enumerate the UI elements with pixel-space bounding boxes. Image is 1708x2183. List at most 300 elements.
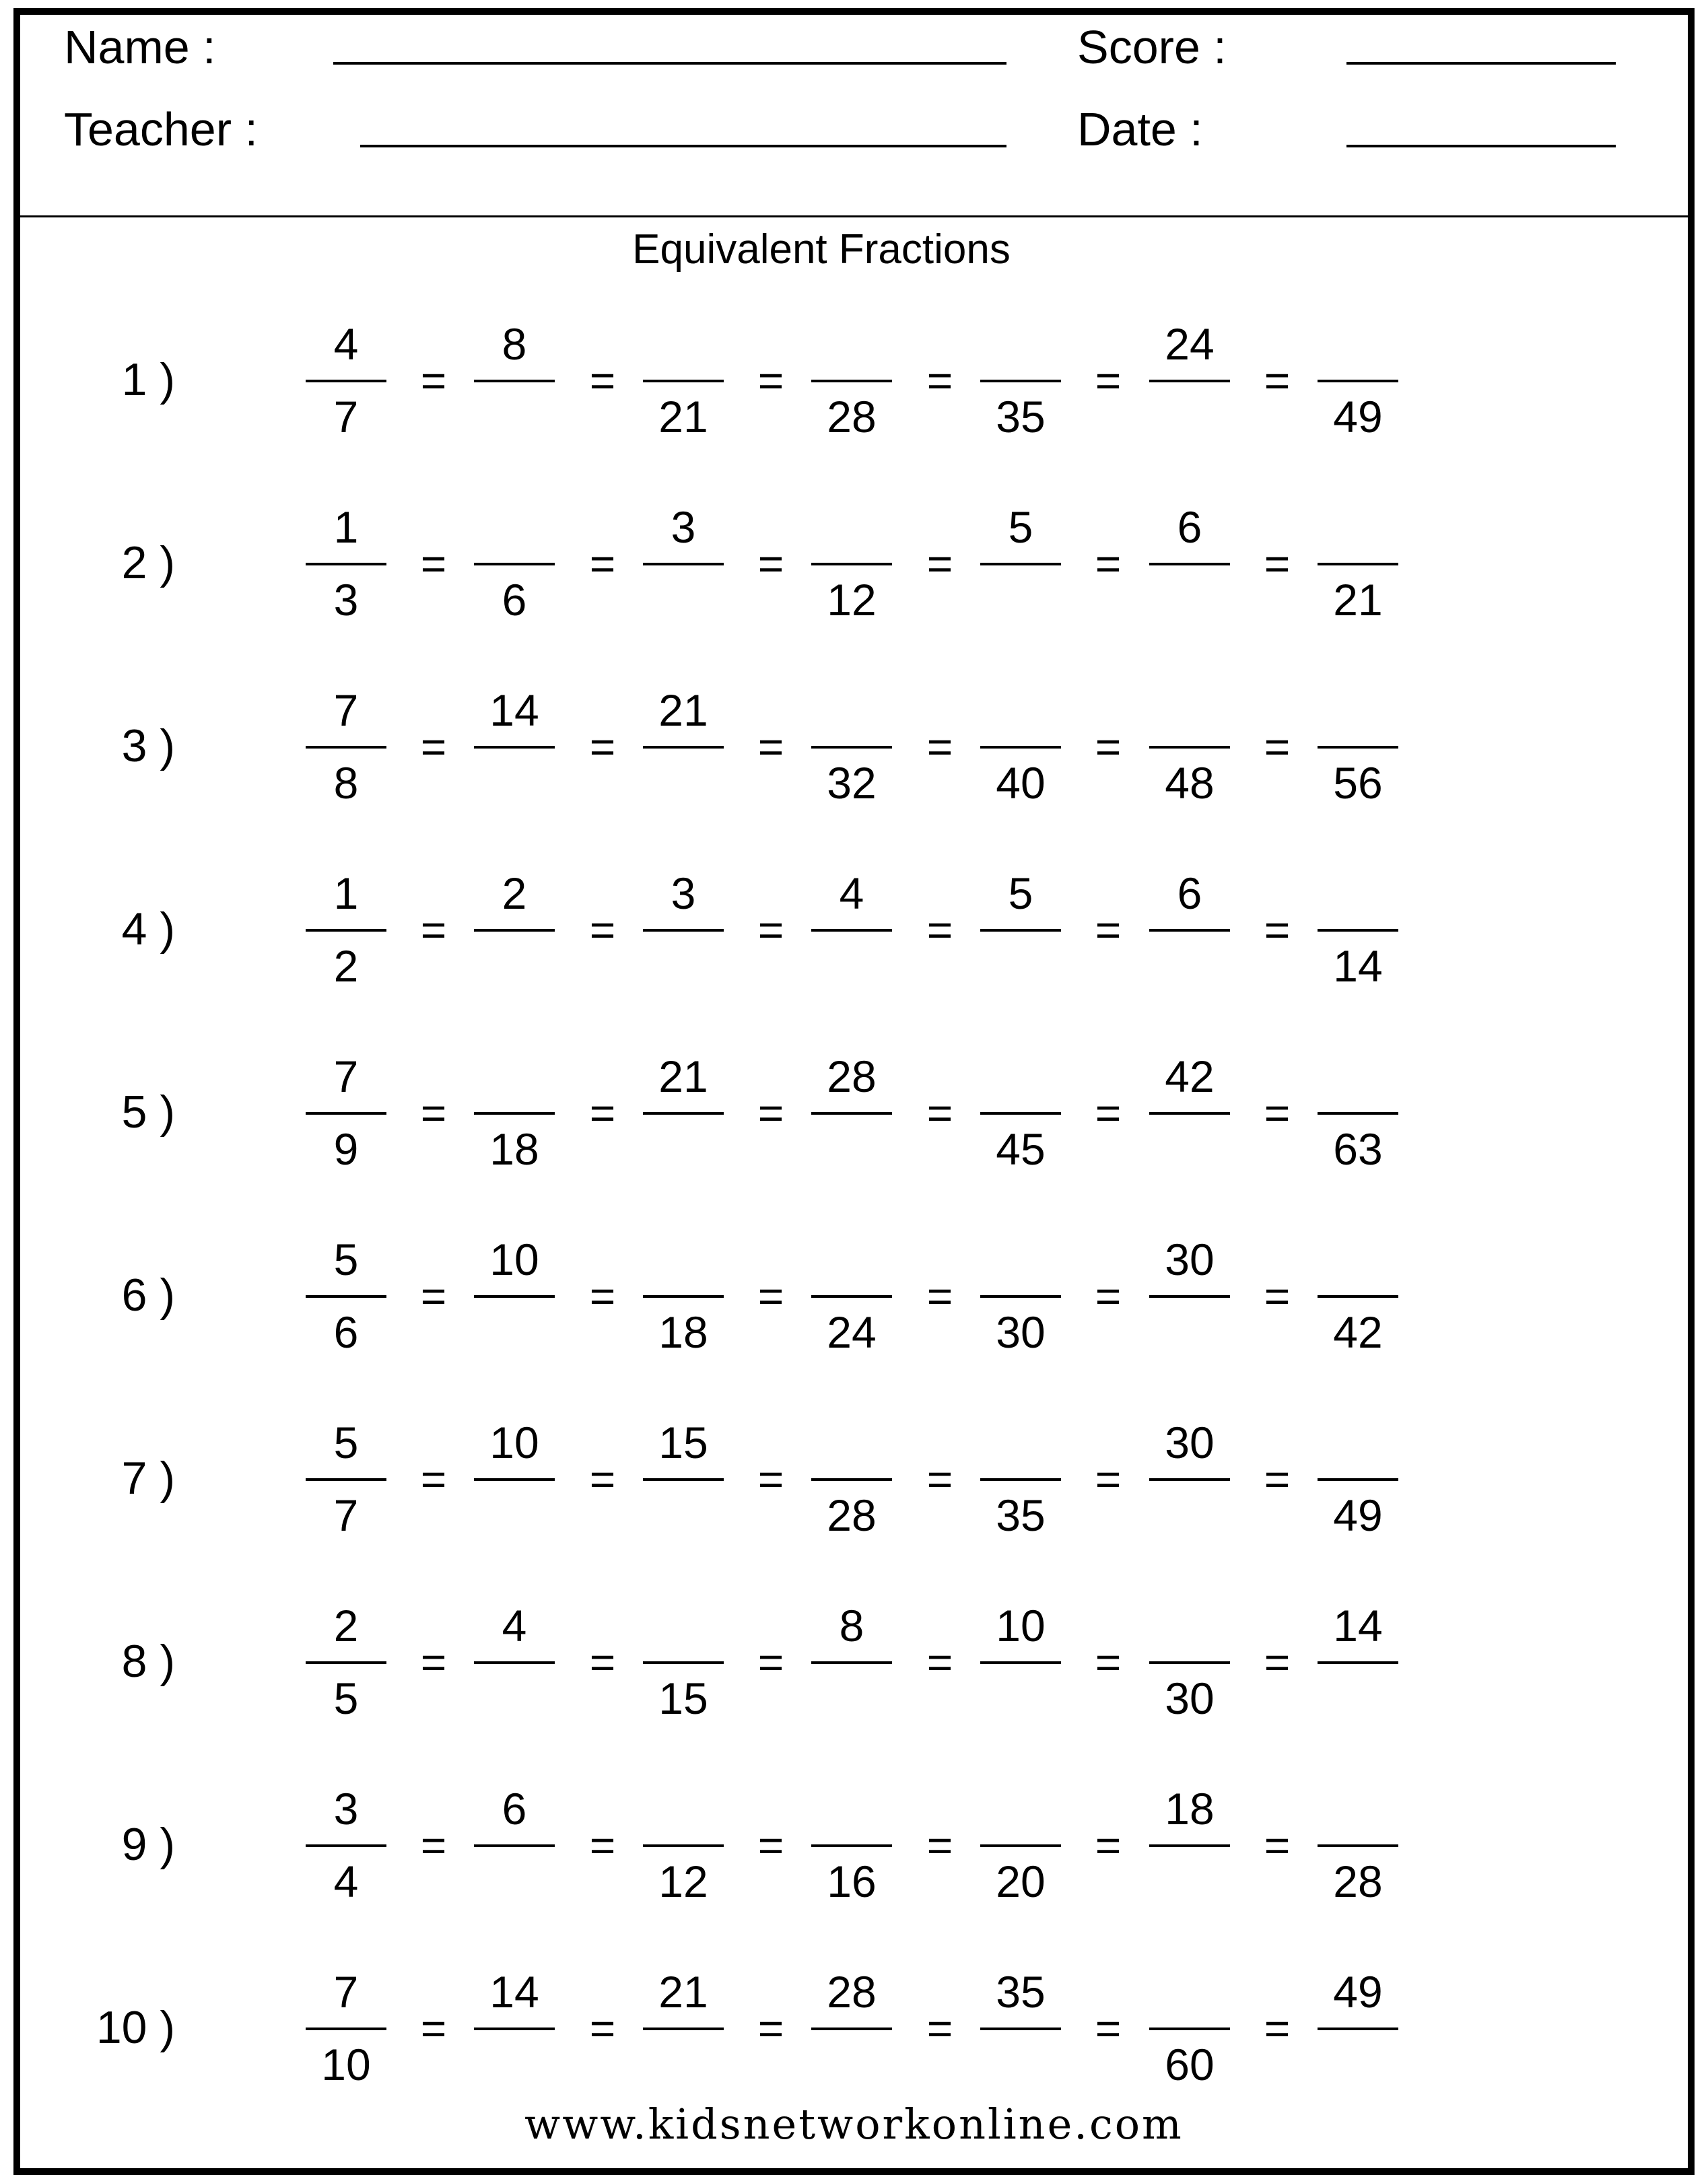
fraction [1318, 1598, 1398, 1733]
denominator: 35 [996, 1490, 1046, 1540]
numerator: 30 [1165, 1418, 1215, 1467]
fraction-bar [1318, 1295, 1398, 1298]
fraction-bar [811, 1295, 892, 1298]
fraction-bar [1149, 380, 1230, 382]
equals-sign: = [757, 905, 784, 955]
fraction-bar [1318, 1844, 1398, 1847]
equals-sign: = [420, 1454, 447, 1504]
numerator: 4 [502, 1601, 527, 1651]
score-label: Score : [1077, 21, 1227, 73]
name-field[interactable] [333, 62, 1006, 65]
numerator: 4 [333, 319, 359, 369]
equals-sign: = [757, 722, 784, 771]
numerator: 8 [839, 1601, 864, 1651]
fraction [980, 866, 1061, 1000]
fraction-bar [306, 746, 386, 749]
fraction [474, 1598, 555, 1733]
equals-sign: = [420, 355, 447, 405]
numerator: 21 [658, 685, 708, 735]
equals-sign: = [589, 1271, 616, 1321]
numerator: 18 [1165, 1784, 1215, 1834]
fraction-bar [980, 1112, 1061, 1115]
equals-sign: = [589, 355, 616, 405]
fraction [1318, 683, 1398, 817]
denominator: 12 [827, 575, 877, 625]
fraction [1318, 316, 1398, 451]
equals-sign: = [926, 1637, 953, 1687]
fraction [811, 1415, 892, 1550]
fraction-bar [1318, 2028, 1398, 2030]
fraction-bar [1318, 1478, 1398, 1481]
numerator: 3 [671, 502, 696, 552]
problem-number: 5 ) [121, 1086, 175, 1138]
fraction-bar [811, 563, 892, 565]
denominator: 21 [658, 392, 708, 442]
fraction-bar [306, 1295, 386, 1298]
fraction-bar [811, 1661, 892, 1664]
fraction [643, 316, 724, 451]
denominator: 28 [827, 1490, 877, 1540]
equals-sign: = [926, 355, 953, 405]
fraction [1318, 1415, 1398, 1550]
fraction [811, 1781, 892, 1916]
fraction-bar [474, 1661, 555, 1664]
fraction-bar [474, 1844, 555, 1847]
numerator: 7 [333, 685, 359, 735]
denominator: 48 [1165, 758, 1215, 808]
numerator: 5 [333, 1418, 359, 1467]
denominator: 45 [996, 1124, 1046, 1174]
denominator: 9 [333, 1124, 359, 1174]
fraction [1318, 499, 1398, 634]
fraction-bar [980, 929, 1061, 932]
fraction [980, 683, 1061, 817]
denominator: 12 [658, 1857, 708, 1906]
fraction [980, 1049, 1061, 1183]
equals-sign: = [1264, 722, 1291, 771]
fraction-bar [1149, 746, 1230, 749]
date-label: Date : [1077, 103, 1203, 155]
score-field[interactable] [1346, 62, 1616, 65]
numerator: 42 [1165, 1051, 1215, 1101]
numerator: 1 [333, 868, 359, 918]
numerator: 3 [671, 868, 696, 918]
fraction [474, 1964, 555, 2099]
fraction-bar [980, 1844, 1061, 1847]
equals-sign: = [1095, 2003, 1122, 2053]
equals-sign: = [757, 1454, 784, 1504]
denominator: 2 [333, 941, 359, 991]
numerator: 10 [996, 1601, 1046, 1651]
fraction [1149, 316, 1230, 451]
numerator: 30 [1165, 1235, 1215, 1284]
fraction [306, 1781, 386, 1916]
denominator: 63 [1333, 1124, 1383, 1174]
numerator: 15 [658, 1418, 708, 1467]
denominator: 28 [1333, 1857, 1383, 1906]
fraction-bar [1149, 1661, 1230, 1664]
fraction-bar [811, 1844, 892, 1847]
equals-sign: = [1095, 905, 1122, 955]
equals-sign: = [757, 539, 784, 588]
fraction-bar [306, 1478, 386, 1481]
fraction-bar [811, 1112, 892, 1115]
denominator: 5 [333, 1673, 359, 1723]
fraction [1149, 1232, 1230, 1366]
denominator: 7 [333, 392, 359, 442]
numerator: 3 [333, 1784, 359, 1834]
fraction-bar [643, 380, 724, 382]
equals-sign: = [589, 1454, 616, 1504]
fraction [811, 683, 892, 817]
equals-sign: = [1264, 355, 1291, 405]
denominator: 15 [658, 1673, 708, 1723]
fraction [474, 316, 555, 451]
equals-sign: = [926, 722, 953, 771]
denominator: 6 [333, 1307, 359, 1357]
fraction-bar [474, 2028, 555, 2030]
fraction-bar [643, 1478, 724, 1481]
fraction [1149, 1598, 1230, 1733]
fraction [811, 1964, 892, 2099]
denominator: 60 [1165, 2040, 1215, 2089]
denominator: 49 [1333, 392, 1383, 442]
denominator: 10 [321, 2040, 371, 2089]
problem-number: 9 ) [121, 1819, 175, 1870]
fraction [643, 1049, 724, 1183]
fraction [811, 1232, 892, 1366]
denominator: 40 [996, 758, 1046, 808]
numerator: 6 [502, 1784, 527, 1834]
numerator: 2 [502, 868, 527, 918]
fraction [306, 866, 386, 1000]
fraction-bar [474, 1112, 555, 1115]
numerator: 5 [1008, 502, 1033, 552]
numerator: 2 [333, 1601, 359, 1651]
equals-sign: = [420, 1088, 447, 1138]
fraction-bar [1318, 929, 1398, 932]
worksheet-title: Equivalent Fractions [632, 226, 1011, 273]
denominator: 21 [1333, 575, 1383, 625]
fraction-bar [474, 746, 555, 749]
fraction [1318, 1964, 1398, 2099]
equals-sign: = [420, 722, 447, 771]
denominator: 28 [827, 392, 877, 442]
denominator: 49 [1333, 1490, 1383, 1540]
problem-number: 7 ) [121, 1453, 175, 1504]
name-label: Name : [64, 21, 216, 73]
fraction [474, 866, 555, 1000]
numerator: 28 [827, 1967, 877, 2017]
fraction [1149, 1415, 1230, 1550]
fraction-bar [811, 2028, 892, 2030]
fraction [306, 316, 386, 451]
fraction [474, 1049, 555, 1183]
fraction-bar [643, 929, 724, 932]
fraction [474, 1232, 555, 1366]
header-divider [13, 215, 1695, 217]
fraction [306, 1232, 386, 1366]
equals-sign: = [1264, 1637, 1291, 1687]
equals-sign: = [1264, 1271, 1291, 1321]
equals-sign: = [1095, 539, 1122, 588]
fraction-bar [1318, 746, 1398, 749]
fraction-bar [306, 1112, 386, 1115]
fraction-bar [980, 1295, 1061, 1298]
denominator: 32 [827, 758, 877, 808]
denominator: 18 [658, 1307, 708, 1357]
denominator: 24 [827, 1307, 877, 1357]
equals-sign: = [420, 1820, 447, 1870]
fraction-bar [643, 746, 724, 749]
equals-sign: = [589, 1088, 616, 1138]
equals-sign: = [1095, 1088, 1122, 1138]
teacher-field[interactable] [360, 145, 1006, 147]
denominator: 7 [333, 1490, 359, 1540]
fraction-bar [980, 380, 1061, 382]
equals-sign: = [589, 722, 616, 771]
fraction-bar [306, 563, 386, 565]
equals-sign: = [1264, 2003, 1291, 2053]
fraction [1149, 1964, 1230, 2099]
fraction [980, 1232, 1061, 1366]
equals-sign: = [1095, 1637, 1122, 1687]
denominator: 18 [489, 1124, 539, 1174]
fraction [1149, 683, 1230, 817]
equals-sign: = [1095, 1454, 1122, 1504]
numerator: 21 [658, 1051, 708, 1101]
fraction-bar [811, 380, 892, 382]
fraction-bar [643, 1661, 724, 1664]
fraction-bar [1149, 1112, 1230, 1115]
numerator: 6 [1177, 502, 1202, 552]
fraction [980, 1781, 1061, 1916]
fraction [643, 683, 724, 817]
fraction [306, 1964, 386, 2099]
denominator: 30 [1165, 1673, 1215, 1723]
denominator: 30 [996, 1307, 1046, 1357]
fraction [1149, 1781, 1230, 1916]
equals-sign: = [420, 1637, 447, 1687]
numerator: 8 [502, 319, 527, 369]
equals-sign: = [1095, 1820, 1122, 1870]
fraction-bar [1149, 1844, 1230, 1847]
numerator: 14 [489, 685, 539, 735]
equals-sign: = [1264, 1088, 1291, 1138]
numerator: 7 [333, 1051, 359, 1101]
fraction [474, 683, 555, 817]
equals-sign: = [1095, 722, 1122, 771]
denominator: 6 [502, 575, 527, 625]
problem-number: 1 ) [121, 354, 175, 405]
equals-sign: = [589, 2003, 616, 2053]
equals-sign: = [1264, 905, 1291, 955]
fraction [980, 1964, 1061, 2099]
numerator: 14 [489, 1967, 539, 2017]
fraction-bar [474, 380, 555, 382]
fraction-bar [643, 1844, 724, 1847]
fraction-bar [643, 1112, 724, 1115]
equals-sign: = [757, 355, 784, 405]
fraction [643, 1232, 724, 1366]
fraction [980, 316, 1061, 451]
problem-number: 10 ) [96, 2002, 175, 2053]
equals-sign: = [926, 2003, 953, 2053]
fraction-bar [980, 1478, 1061, 1481]
equals-sign: = [926, 1820, 953, 1870]
fraction [306, 1049, 386, 1183]
denominator: 42 [1333, 1307, 1383, 1357]
fraction [306, 1598, 386, 1733]
fraction [643, 499, 724, 634]
fraction-bar [474, 1478, 555, 1481]
fraction [306, 499, 386, 634]
numerator: 14 [1333, 1601, 1383, 1651]
fraction-bar [643, 1295, 724, 1298]
fraction-bar [811, 929, 892, 932]
equals-sign: = [926, 905, 953, 955]
fraction-bar [980, 1661, 1061, 1664]
fraction [1318, 1049, 1398, 1183]
numerator: 5 [333, 1235, 359, 1284]
equals-sign: = [420, 905, 447, 955]
fraction [474, 499, 555, 634]
fraction-bar [1318, 1112, 1398, 1115]
equals-sign: = [757, 1637, 784, 1687]
fraction [1149, 499, 1230, 634]
equals-sign: = [420, 2003, 447, 2053]
fraction-bar [306, 2028, 386, 2030]
fraction-bar [1318, 563, 1398, 565]
fraction [306, 683, 386, 817]
numerator: 21 [658, 1967, 708, 2017]
fraction [980, 499, 1061, 634]
numerator: 7 [333, 1967, 359, 2017]
fraction [1149, 1049, 1230, 1183]
fraction [980, 1415, 1061, 1550]
equals-sign: = [1095, 355, 1122, 405]
fraction [474, 1781, 555, 1916]
fraction-bar [306, 1844, 386, 1847]
equals-sign: = [926, 539, 953, 588]
fraction [643, 1415, 724, 1550]
denominator: 56 [1333, 758, 1383, 808]
equals-sign: = [1264, 1820, 1291, 1870]
fraction [811, 1049, 892, 1183]
equals-sign: = [926, 1271, 953, 1321]
fraction [1318, 1232, 1398, 1366]
fraction-bar [1149, 929, 1230, 932]
denominator: 3 [333, 575, 359, 625]
fraction [811, 866, 892, 1000]
fraction-bar [1149, 563, 1230, 565]
numerator: 4 [839, 868, 864, 918]
denominator: 4 [333, 1857, 359, 1906]
fraction [306, 1415, 386, 1550]
fraction-bar [980, 2028, 1061, 2030]
problem-number: 8 ) [121, 1636, 175, 1687]
numerator: 28 [827, 1051, 877, 1101]
equals-sign: = [1264, 1454, 1291, 1504]
fraction [1318, 1781, 1398, 1916]
equals-sign: = [589, 539, 616, 588]
fraction [1318, 866, 1398, 1000]
fraction [811, 1598, 892, 1733]
numerator: 10 [489, 1235, 539, 1284]
denominator: 14 [1333, 941, 1383, 991]
equals-sign: = [420, 1271, 447, 1321]
date-field[interactable] [1346, 145, 1616, 147]
denominator: 35 [996, 392, 1046, 442]
fraction-bar [980, 563, 1061, 565]
fraction-bar [306, 929, 386, 932]
fraction-bar [306, 1661, 386, 1664]
fraction-bar [643, 563, 724, 565]
fraction [643, 1781, 724, 1916]
equals-sign: = [1264, 539, 1291, 588]
fraction-bar [1318, 380, 1398, 382]
fraction-bar [643, 2028, 724, 2030]
equals-sign: = [757, 2003, 784, 2053]
fraction-bar [811, 746, 892, 749]
equals-sign: = [757, 1820, 784, 1870]
equals-sign: = [589, 1637, 616, 1687]
equals-sign: = [926, 1088, 953, 1138]
problem-number: 3 ) [121, 720, 175, 771]
denominator: 16 [827, 1857, 877, 1906]
denominator: 8 [333, 758, 359, 808]
numerator: 10 [489, 1418, 539, 1467]
fraction-bar [474, 1295, 555, 1298]
fraction [643, 866, 724, 1000]
equals-sign: = [926, 1454, 953, 1504]
equals-sign: = [757, 1088, 784, 1138]
fraction [1149, 866, 1230, 1000]
numerator: 5 [1008, 868, 1033, 918]
equals-sign: = [589, 1820, 616, 1870]
fraction-bar [811, 1478, 892, 1481]
fraction-bar [474, 563, 555, 565]
fraction-bar [306, 380, 386, 382]
footer-url: www.kidsnetworkonline.com [524, 2100, 1184, 2149]
equals-sign: = [420, 539, 447, 588]
fraction [980, 1598, 1061, 1733]
fraction [811, 499, 892, 634]
fraction [474, 1415, 555, 1550]
fraction [643, 1964, 724, 2099]
numerator: 49 [1333, 1967, 1383, 2017]
numerator: 1 [333, 502, 359, 552]
equals-sign: = [1095, 1271, 1122, 1321]
denominator: 20 [996, 1857, 1046, 1906]
numerator: 6 [1177, 868, 1202, 918]
fraction [643, 1598, 724, 1733]
teacher-label: Teacher : [64, 103, 258, 155]
fraction-bar [1149, 1295, 1230, 1298]
equals-sign: = [757, 1271, 784, 1321]
numerator: 35 [996, 1967, 1046, 2017]
fraction [811, 316, 892, 451]
problem-number: 6 ) [121, 1270, 175, 1321]
problem-number: 4 ) [121, 903, 175, 955]
fraction-bar [980, 746, 1061, 749]
fraction-bar [1149, 2028, 1230, 2030]
fraction-bar [474, 929, 555, 932]
fraction-bar [1318, 1661, 1398, 1664]
equals-sign: = [589, 905, 616, 955]
problem-number: 2 ) [121, 537, 175, 588]
fraction-bar [1149, 1478, 1230, 1481]
